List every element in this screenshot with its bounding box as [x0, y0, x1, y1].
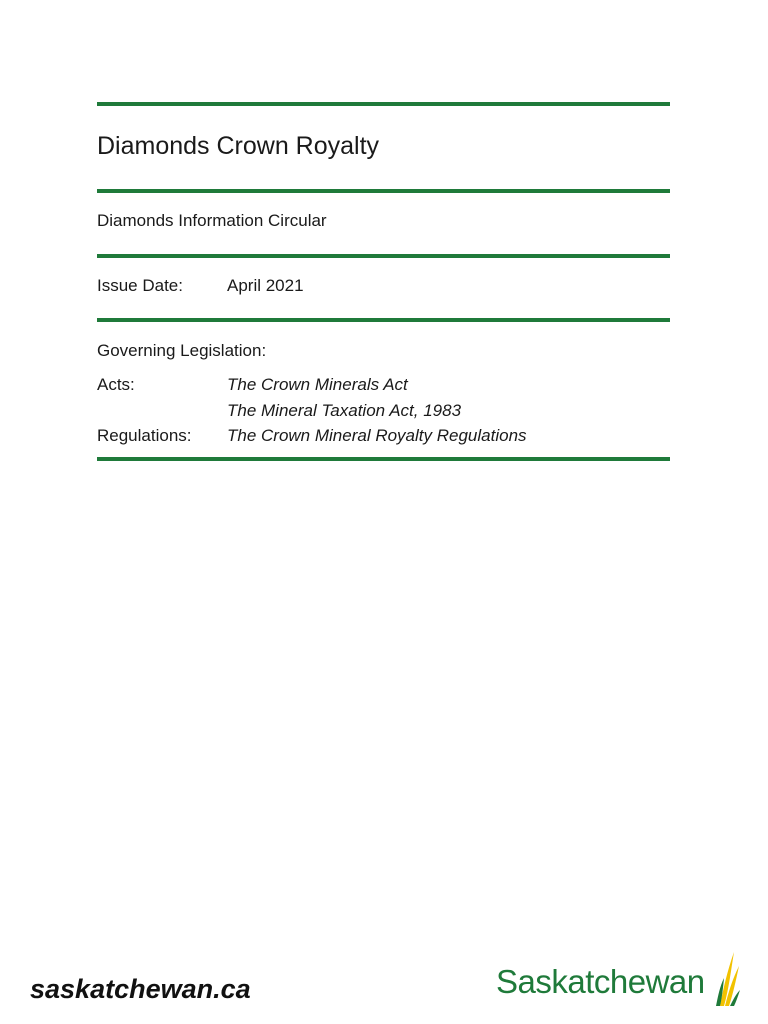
- title-rule: [97, 189, 670, 193]
- document-subtitle: Diamonds Information Circular: [97, 211, 327, 230]
- act-item: The Crown Minerals Act: [227, 375, 408, 394]
- issue-date-value: April 2021: [227, 276, 304, 295]
- top-rule: [97, 102, 670, 106]
- issue-date-rule: [97, 318, 670, 322]
- wheat-sheaf-icon: [714, 950, 740, 1008]
- acts-row: [97, 374, 670, 422]
- regulations-label: Regulations:: [97, 426, 192, 445]
- regulations-row: [97, 425, 670, 447]
- document-title: Diamonds Crown Royalty: [97, 132, 380, 160]
- issue-date-row: [97, 275, 670, 297]
- logo-wordmark: Saskatchewan: [496, 963, 705, 1000]
- subtitle-rule: [97, 254, 670, 258]
- footer-website-url: saskatchewan.ca: [30, 974, 251, 1004]
- acts-label: Acts:: [97, 375, 135, 394]
- bottom-rule: [97, 457, 670, 461]
- act-item: The Mineral Taxation Act, 1983: [227, 401, 462, 420]
- regulation-item: The Crown Mineral Royalty Regulations: [227, 426, 527, 445]
- saskatchewan-logo: [496, 950, 741, 1010]
- governing-legislation-heading: Governing Legislation:: [97, 341, 267, 360]
- issue-date-label: Issue Date:: [97, 276, 183, 295]
